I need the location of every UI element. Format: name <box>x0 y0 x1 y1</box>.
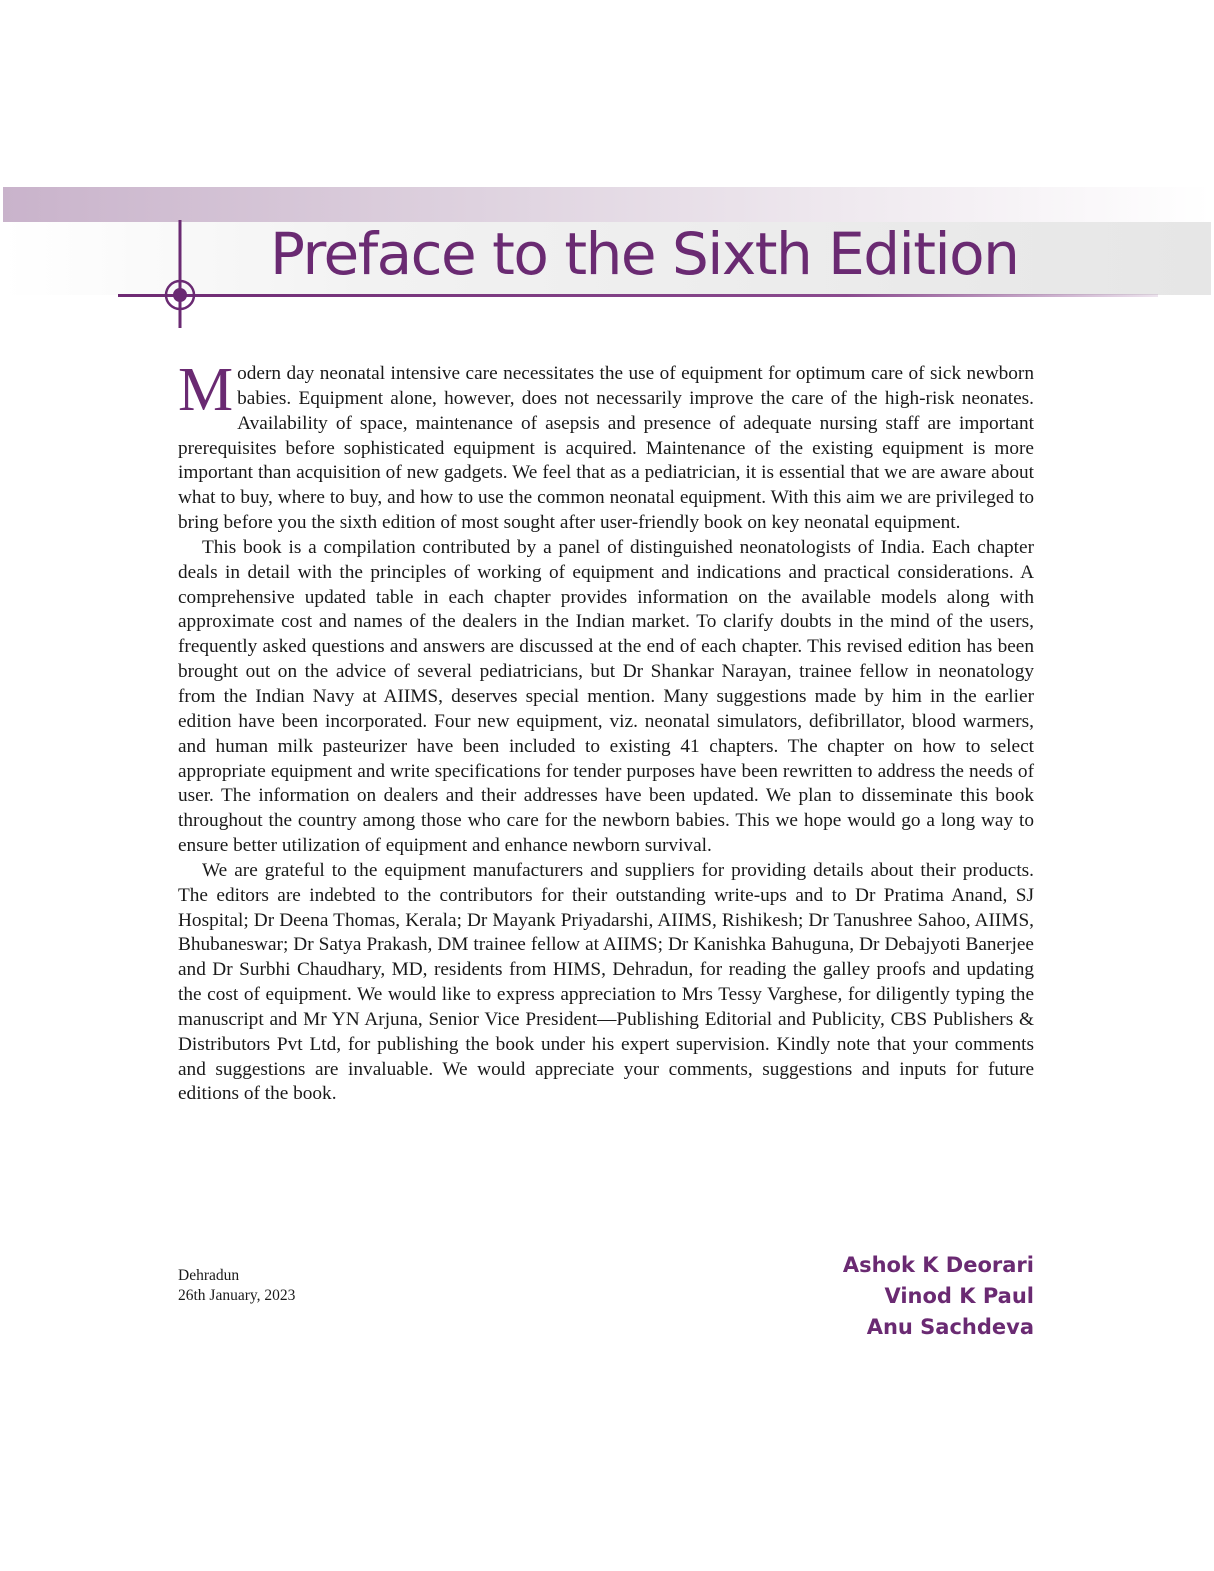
header-band-top <box>3 187 1211 222</box>
paragraph-2: This book is a compilation contributed by a panel of distinguished neonatologists of India. Each chapter deals in detail with the principles of working of equipment and indications and practical considerations. A comprehensive updated table in each chapter provides information on the available models along with approximate cost and names of the dealers in the Indian market. To clarify doubts in the mind of the users, frequently asked questions and answers are discussed at the end of each chapter. This revised edition has been brought out on the advice of several pediatricians, but Dr Shankar Narayan, trainee fellow in neonatology from the Indian Navy at AIIMS, deserves special mention. Many suggestions made by him in the earlier edition have been incorporated. Four new equipment, viz. neonatal simulators, defibrillator, blood warmers, and human milk pasteurizer have been included to existing 41 chapters. The chapter on how to select appropriate equipment and write specifications for tender purposes have been rewritten to address the needs of user. The information on dealers and their addresses have been updated. We plan to disseminate this book throughout the country among those who care for the newborn babies. This we hope would go a long way to ensure better utilization of equipment and enhance newborn survival. <box>178 536 1034 857</box>
drop-cap: M <box>178 356 234 424</box>
paragraph-3: We are grateful to the equipment manufacturers and suppliers for providing details about their products. The editors are indebted to the contributors for their outstanding write-ups and to Dr Pratima Anand, SJ Hospital; Dr Deena Thomas, Kerala; Dr Mayank Priyadarshi, AIIMS, Rishikesh; Dr Tanushree Sahoo, AIIMS, Bhubaneswar; Dr Satya Prakash, DM trainee fellow at AIIMS; Dr Kanishka Bahuguna, Dr Debajyoti Banerjee and Dr Surbhi Chaudhary, MD, residents from HIMS, Dehradun, for reading the galley proofs and updating the cost of equipment. We would like to express appreciation to Mrs Tessy Varghese, for diligently typing the manuscript and Mr YN Arjuna, Senior Vice President—Publishing Editorial and Publicity, CBS Publishers & Distributors Pvt Ltd, for publishing the book under his expert supervision. Kindly note that your comments and suggestions are invaluable. We would appreciate your comments, suggestions and inputs for future editions of the book. <box>178 859 1034 1105</box>
place-date <box>178 1266 295 1306</box>
page-title: Preface to the Sixth Edition <box>270 220 1019 288</box>
paragraph-1-text: odern day neonatal intensive care necessitates the use of equipment for optimum care of sick newborn babies. Equipment alone, however, does not necessarily improve the care of the high-risk neonates. Availability of space, maintenance of asepsis and presence of adequate nursing staff are important prerequisites before sophisticated equipment is acquired. Maintenance of the existing equipment is more important than acquisition of new gadgets. We feel that as a pediatrician, it is essential that we are aware about what to buy, where to buy, and how to use the common neonatal equipment. With this aim we are privileged to bring before you the sixth edition of most sought after user-friendly book on key neonatal equipment. <box>178 363 1034 534</box>
crosshair-ornament-icon <box>150 220 210 330</box>
place: Dehradun <box>178 1267 240 1284</box>
header-rule <box>118 294 1158 297</box>
preface-body <box>178 356 1034 1107</box>
date: 26th January, 2023 <box>178 1287 296 1304</box>
author-name: Vinod K Paul <box>884 1284 1034 1308</box>
author-name: Anu Sachdeva <box>866 1315 1034 1339</box>
paragraph-1 <box>178 356 1034 536</box>
author-name: Ashok K Deorari <box>842 1253 1034 1277</box>
author-signatures <box>843 1250 1034 1343</box>
